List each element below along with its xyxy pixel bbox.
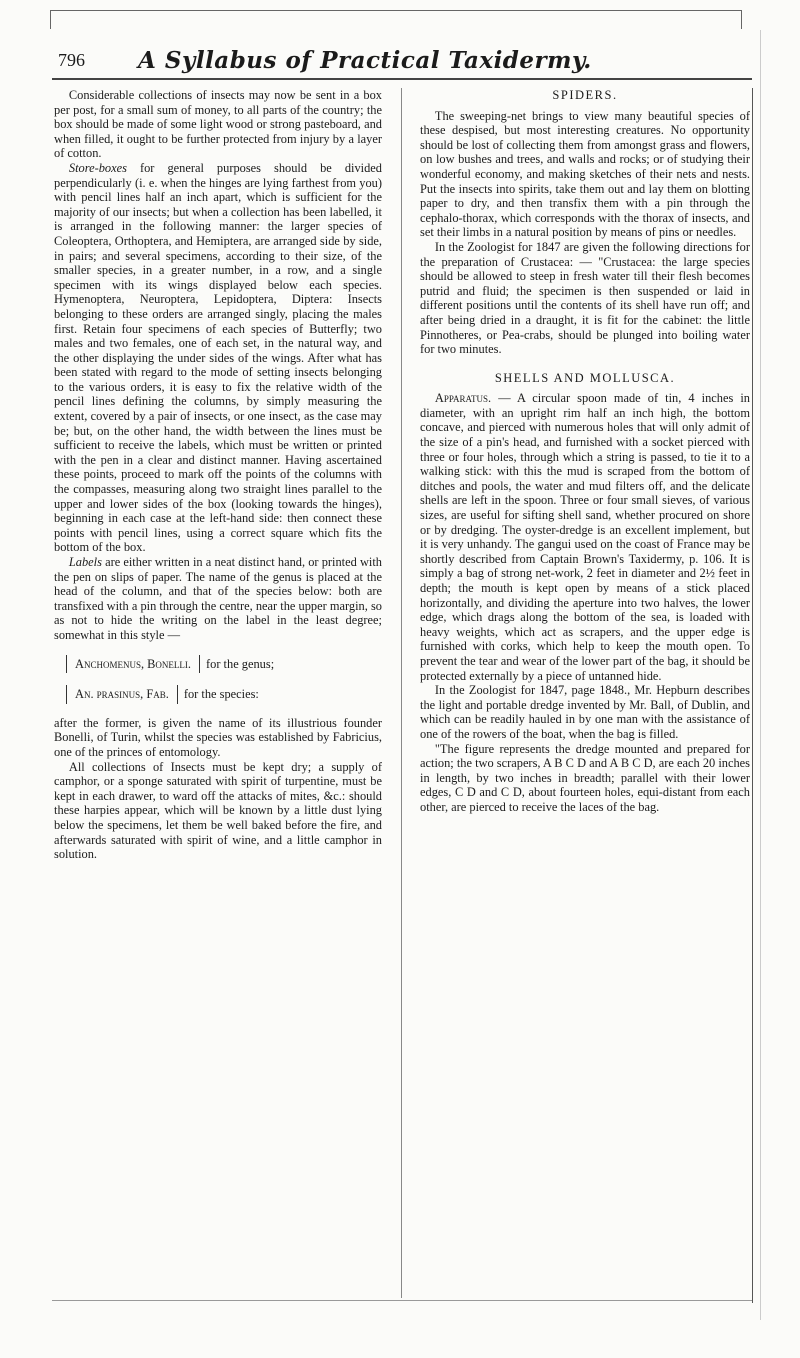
page-number: 796 (58, 49, 85, 70)
paragraph-crustacea: In the Zoologist for 1847 are given the following directions for the preparation of Crustacea: — "Crustacea: the large species should be allowed to steep in fresh water till their flesh becomes putrid and fluid; the specimen is then suspended or laid in different positions until the contents of its shell have run off; and after being dried in a draught, it is fit for the cabinet: the little Pinnotheres, or Pea-crabs, should be plunged into boiling water for two minutes. (420, 239, 750, 357)
paragraph-posting: Considerable collections of insects may now be sent in a box per post, for a small sum of money, to all parts of the country; the box should be made of some light wood or strong pasteboard, and when filled, it ought to be further protected from injury by a layer of cotton. (54, 88, 382, 161)
genus-label: Anchomenus, Bonelli. (66, 655, 200, 674)
term-apparatus: Apparatus. (434, 391, 492, 406)
left-column (54, 88, 382, 862)
species-label: An. prasinus, Fab. (66, 685, 178, 704)
heading-spiders: SPIDERS. (552, 88, 618, 102)
heading-shells: SHELLS AND MOLLUSCA. (494, 370, 676, 385)
right-column (420, 88, 750, 815)
outer-page-edge (760, 30, 761, 1320)
genus-label-note: for the genus; (206, 656, 275, 671)
page-frame (50, 10, 742, 29)
paragraph-labels (54, 555, 382, 643)
running-title: A Syllabus of Practical Taxidermy. (138, 46, 592, 74)
paragraph-hepburn: In the Zoologist for 1847, page 1848., Mr. Hepburn describes the light and portable dredge invented by Mr. Ball, of Dublin, and which can be readily hauled in by one man with the assistance of one of the rowers of the boat, when the bag is filled. (420, 683, 750, 741)
right-page-edge (752, 88, 753, 1303)
paragraph-spiders: The sweeping-net brings to view many beautiful species of these despised, but most interesting creatures. No opportunity should be lost of collecting them from amongst grass and flowers, on low bushes and trees, and walls and rocks; or of studying their wonderful economy, and making sketches of their nets and nests. Put the insects into spirits, take them out and lay them on blotting paper to dry, and then transfix them with a pin through the cephalo-thorax, which corresponds with the thorax of insects, and set their limbs in a natural position by means of pins or needles. (420, 108, 750, 240)
paragraph-store-boxes-text: for general purposes should be divided perpendicularly (i. e. when the hinges are lying farthest from you) with pencil lines half an inch apart, which is sufficient for the majority of our insects; but when a collection has been labelled, it is arranged in the following manner: the larger species of Coleoptera, Orthoptera, and Hemiptera, are arranged side by side, in pairs; and several specimens, according to their size, of the smaller species, in a greater number, in a row, and a single specimen with its wings displayed below each species. Hymenoptera, Neuroptera, Lepidoptera, Diptera: Insects belonging to these orders are arranged singly, placing the males first. Retain four specimens of each species of Butterfly; two males and two females, one of each set, in the natural way, and the other displaying the under sides of the wings. After what has been stated with regard to the mode of setting insects belonging to the various orders, it is easy to fix the relative width of the pencil lines defining the columns, by simply measuring the extent, covered by a pair of insects, or one insect, as the case may be; but, on the other hand, the width between the lines must be sufficient to receive the labels, which must be written or printed with the pen in a clear and distinct manner. Having ascertained these points, proceed to mark off the points of the columns with the compasses, measuring along two straight lines parallel to the upper and lower sides of the box (looking towards the hinges), beginning in each case at the left-hand side: then connect these points with pencil lines, using a correct square which fits the bottom of the box. (54, 160, 382, 555)
paragraph-labels-text: are either written in a neat distinct hand, or printed with the pen on slips of paper. The name of the genus is placed at the head of the column, and that of the species below: both are transfixed with a pin through the centre, near the upper margin, so as not to hide the writing on the label in the least degree; somewhat in this style — (54, 555, 382, 642)
term-labels: Labels (68, 555, 102, 569)
paragraph-keep-dry: All collections of Insects must be kept dry; a supply of camphor, or a sponge saturated with spirit of turpentine, must be kept in each drawer, to ward off the attacks of mites, &c.: should these harpies appear, which will be known by a little dust lying below the specimens, let them be well baked before the fire, and afterwards saturated with spirit of wine, and a little camphor in solution. (54, 759, 382, 862)
label-example-species (66, 685, 382, 704)
label-example-genus (66, 655, 382, 674)
paragraph-apparatus-text: — A circular spoon made of tin, 4 inches in diameter, with an upright rim half an inch high, the bottom concave, and pierced with numerous holes that will only admit of the size of a pin's head, and furnished with a socket pierced with three or four holes, through which a string is passed, to tie it to a walking stick: with this the mud is scraped from the bottom of ditches and pools, the water and mud filters off, and the delicate shells are left in the spoon. Three or four small sieves, of various sizes, are useful for sifting shell sand, whether procured on shore or by dredging. The oyster-dredge is an excellent implement, but it is very unhandy. The gangui used on the coast of France may be shortly described from Captain Brown's Taxidermy, p. 106. It is simply a bag of strong net-work, 2 feet in diameter and 2½ feet in depth; the mouth is kept open by means of a stick placed horizontally, and dividing the aperture into two halves, the lower edge, which drags along the bottom of the sea, is loaded with heavy weights, which act as scrapers, and the upper edge is furnished with corks, which help to keep the mouth open. To prevent the tear and wear of the lower part of the bag, it should be protected externally by a piece of untanned hide. (420, 391, 750, 683)
paragraph-store-boxes (54, 161, 382, 555)
species-label-note: for the species: (183, 687, 259, 702)
paragraph-figure: "The figure represents the dredge mounted and prepared for action; the two scrapers, A B C D and A B C D, are each 20 inches in length, by two inches in breadth; parallel with their lower edges, C D and C D, about fourteen holes, equi-distant from each other, are pierced to receive the laces of the bag. (420, 741, 750, 814)
term-store-boxes: Store-boxes (68, 160, 127, 175)
column-divider (401, 88, 402, 1298)
paragraph-bonelli: after the former, is given the name of its illustrious founder Bonelli, of Turin, whilst the species was established by Fabricius, one of the princes of entomology. (54, 715, 382, 759)
page-header (52, 42, 752, 80)
bottom-rule (52, 1300, 752, 1301)
paragraph-apparatus (420, 391, 750, 683)
